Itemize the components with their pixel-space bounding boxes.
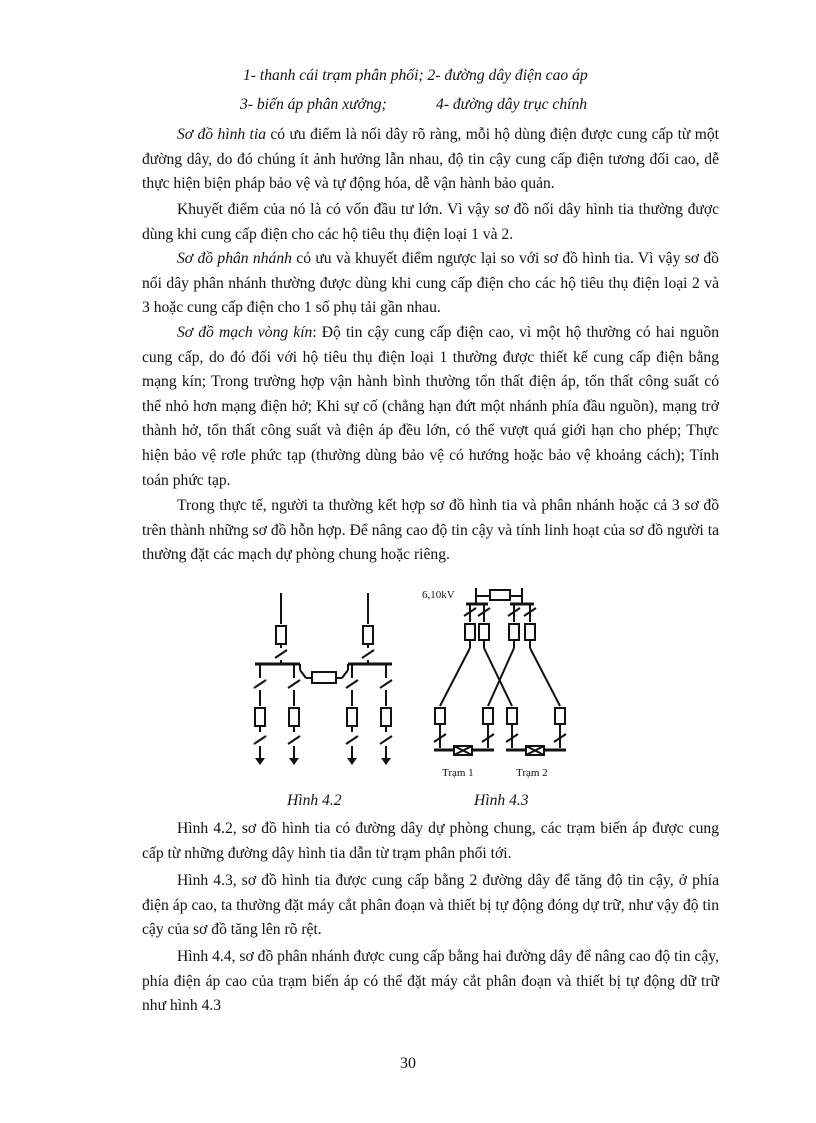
- voltage-label: 6,10kV: [422, 589, 455, 601]
- figure-4-2-diagram: [240, 588, 410, 768]
- paragraph-figure-4-2: Hình 4.2, sơ đồ hình tia có đường dây dự phòng chung, các trạm biến áp được cung cấp từ những đường dây hình tia dẫn từ trạm phân phối tới.: [142, 820, 719, 862]
- term-radial: Sơ đồ hình tia: [177, 126, 267, 143]
- paragraph-figure-4-4: Hình 4.4, sơ đồ phân nhánh được cung cấp bằng hai đường dây để nâng cao độ tin cậy, phía điện áp cao của trạm biến áp có thể đặt máy cắt phân đoạn và thiết bị tự động dữ trữ như hình 4.3: [142, 948, 719, 1015]
- paragraph-text: có ưu điểm là nối dây rõ ràng, mỗi hộ dùng điện được cung cấp từ một đường dây, do đó chúng ít ảnh hưởng lẫn nhau, độ tin cậy cung cấp điện tương đối cao, dễ thực hiện biện pháp bảo vệ và tự động hóa, dễ vận hành bảo quản.: [142, 126, 720, 193]
- paragraph-figure-4-3: Hình 4.3, sơ đồ hình tia được cung cấp bằng 2 đường dây để tăng độ tin cậy, ở phía điện áp cao, ta thường đặt máy cắt phân đoạn và thiết bị tự động đóng dự trữ, như vậy độ tin cậy của sơ đồ tăng lên rõ rệt.: [142, 872, 719, 939]
- term-closed-loop: Sơ đồ mạch vòng kín: [177, 324, 313, 341]
- paragraph-radial-advantages: [142, 123, 719, 197]
- station-1-label: Trạm 1: [442, 767, 474, 779]
- paragraph-hybrid: Trong thực tế, người ta thường kết hợp sơ đồ hình tia và phân nhánh hoặc cả 3 sơ đồ trên thành những sơ đồ hỗn hợp. Để nâng cao độ tin cậy và tính linh hoạt của sơ đồ người ta thường đặt các mạch dự phòng chung hoặc riêng.: [142, 497, 719, 564]
- figure-4-3-diagram: [420, 584, 580, 784]
- figure-4-3-caption: Hình 4.3: [474, 792, 529, 809]
- paragraph-radial-disadvantages: Khuyết điểm của nó là có vốn đầu tư lớn. Vì vậy sơ đồ nối dây hình tia thường được dùng khi cung cấp điện cho các hộ tiêu thụ điện loại 1 và 2.: [142, 201, 719, 243]
- term-branched: Sơ đồ phân nhánh: [177, 250, 292, 267]
- paragraph-text: có ưu và khuyết điểm ngược lại so với sơ đồ hình tia. Vì vậy sơ đồ nối dây phân nhánh thường được dùng khi cung cấp điện cho các hộ tiêu thụ điện loại 2 và 3 hoặc cung cấp điện cho 1 số phụ tải gần nhau.: [142, 250, 719, 317]
- station-2-label: Trạm 2: [516, 767, 548, 779]
- page-number: 30: [400, 1055, 416, 1072]
- legend-item-4: 4- đường dây trục chính: [436, 96, 588, 113]
- paragraph-closed-loop: [142, 321, 719, 493]
- paragraph-text: : Độ tin cậy cung cấp điện cao, vì một hộ thường có hai nguồn cung cấp, do đó đối với hộ tiêu thụ điện loại 1 thường được thiết kế cung cấp điện bằng mạng kín; Trong trường hợp vận hành bình thường tổn thất điện áp, tổn thất công suất có thể nhỏ hơn mạng điện hở; Khi sự cố (chẳng hạn đứt một nhánh phía đầu nguồn), mạng trở thành hở, tổn thất công suất và điện áp đều lớn, có thể vượt quá giới hạn cho phép; Thực hiện bảo vệ rơle phức tạp (thường dùng bảo vệ có hướng hoặc bảo vệ khoảng cách); Tính toán phức tạp.: [142, 324, 720, 489]
- paragraph-branched: [142, 247, 719, 321]
- legend-line-1: 1- thanh cái trạm phân phối; 2- đường dây điện cao áp: [243, 67, 588, 84]
- figure-4-2-caption: Hình 4.2: [287, 792, 342, 809]
- legend-item-3: 3- biến áp phân xưởng;: [240, 96, 387, 113]
